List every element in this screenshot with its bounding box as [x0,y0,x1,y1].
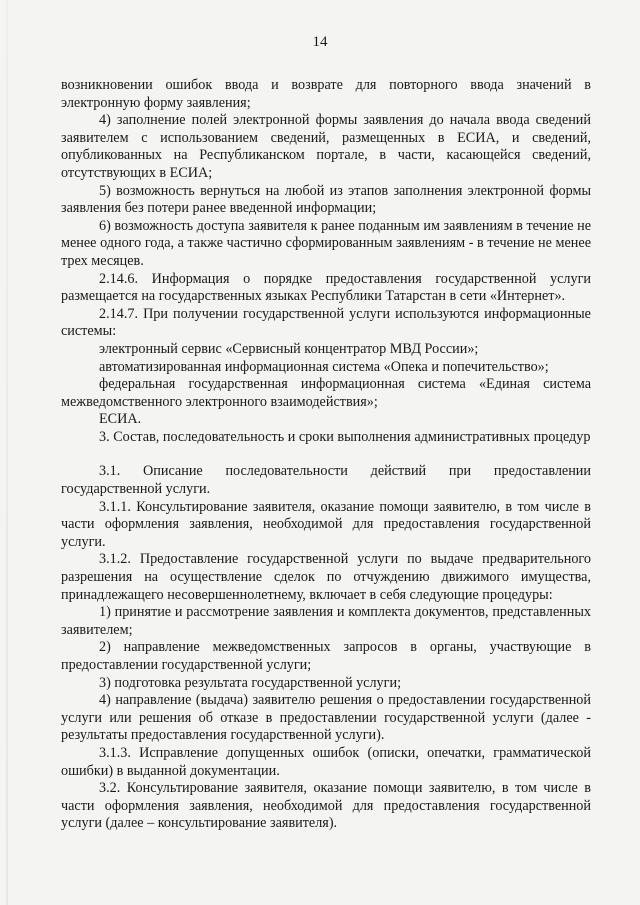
paragraph: 2.14.7. При получении государственной услуги используются информационные системы: [61,305,591,340]
document-body [61,77,591,833]
paragraph: 3.1. Описание последовательности действий при предоставлении государственной услуги. [61,463,591,498]
list-item: 6) возможность доступа заявителя к ранее поданным им заявлениям в течение не менее одного года, а также частично сформированным заявлениям - в течение не менее трех месяцев. [61,217,591,269]
section-heading: 3. Состав, последовательность и сроки выполнения административных процедур [99,428,591,445]
paragraph: возникновении ошибок ввода и возврате для повторного ввода значений в электронную форму заявления; [61,77,591,111]
list-item: 4) заполнение полей электронной формы заявления до начала ввода сведений заявителем с использованием сведений, размещенных в ЕСИА, и сведений, опубликованных на Республиканском портале, в части, касающейся сведений, отсутствующих в ЕСИА; [61,112,591,181]
paragraph: 2.14.6. Информация о порядке предоставления государственной услуги размещается на государственных языках Республики Татарстан в сети «Интернет». [61,270,591,305]
list-item: автоматизированная информационная система «Опека и попечительство»; [99,358,549,375]
paragraph: 3.1.1. Консультирование заявителя, оказание помощи заявителю, в том числе в части оформления заявления, необходимой для предоставления государственной услуги. [61,498,591,550]
paragraph: 3.1.2. Предоставление государственной услуги по выдаче предварительного разрешения на осуществление сделок по отчуждению движимого имущества, принадлежащего несовершеннолетнему, включает в себя следующие процедуры: [61,551,591,603]
list-item: 3) подготовка результата государственной услуги; [99,674,402,691]
list-item: ЕСИА. [99,411,142,428]
paragraph: 3.2. Консультирование заявителя, оказание помощи заявителю, в том числе в части оформления заявления, необходимой для предоставления государственной услуги (далее – консультирование заявителя). [61,780,591,832]
page-number: 14 [312,34,328,50]
list-item: электронный сервис «Сервисный концентратор МВД России»; [99,340,479,357]
paragraph: 3.1.3. Исправление допущенных ошибок (описки, опечатки, грамматической ошибки) в выданной документации. [61,744,591,779]
list-item: федеральная государственная информационная система «Единая система межведомственного электронного взаимодействия»; [61,376,591,410]
list-item: 5) возможность вернуться на любой из этапов заполнения электронной формы заявления без потери ранее введенной информации; [61,182,591,217]
list-item: 1) принятие и рассмотрение заявления и комплекта документов, представленных заявителем; [61,604,591,638]
list-item: 4) направление (выдача) заявителю решения о предоставлении государственной услуги или решения об отказе в предоставлении государственной услуги (далее - результаты предоставления государственной услуги). [61,692,591,744]
list-item: 2) направление межведомственных запросов в органы, участвующие в предоставлении государственной услуги; [61,639,591,673]
scan-edge-shadow [6,0,8,905]
